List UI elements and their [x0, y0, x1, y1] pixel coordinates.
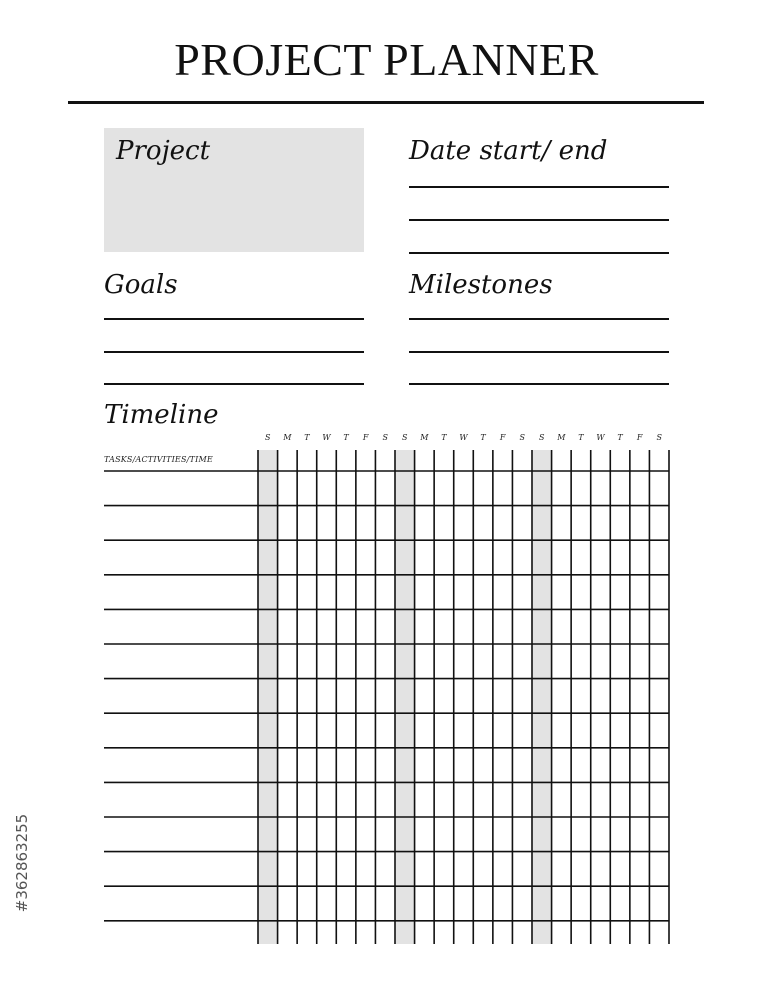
- day-letter: W: [322, 433, 331, 442]
- sunday-shade-column: [258, 450, 278, 944]
- date-label: Date start/ end: [409, 136, 608, 166]
- day-letter: F: [499, 433, 506, 442]
- day-letter: S: [382, 433, 388, 442]
- day-letter: T: [441, 433, 447, 442]
- stock-id-text: #362863255: [13, 813, 31, 912]
- milestones-label: Milestones: [409, 270, 553, 300]
- goals-label: Goals: [104, 270, 178, 300]
- tasks-activities-header: TASKS/ACTIVITIES/TIME: [104, 455, 213, 464]
- day-letter: T: [578, 433, 584, 442]
- day-letter: T: [343, 433, 349, 442]
- day-letter: F: [636, 433, 643, 442]
- day-letter: M: [557, 433, 566, 442]
- day-letter: S: [656, 433, 662, 442]
- sunday-shade-column: [532, 450, 552, 944]
- day-letter: F: [362, 433, 369, 442]
- day-letter: T: [304, 433, 310, 442]
- day-letter: W: [459, 433, 468, 442]
- day-letter: S: [539, 433, 545, 442]
- day-letter: S: [265, 433, 271, 442]
- day-letter: M: [420, 433, 429, 442]
- day-letter: S: [519, 433, 525, 442]
- day-letter: T: [617, 433, 623, 442]
- project-label: Project: [116, 136, 211, 166]
- day-letter: S: [402, 433, 408, 442]
- day-letter: T: [480, 433, 486, 442]
- day-letter: M: [283, 433, 292, 442]
- sunday-shade-column: [395, 450, 415, 944]
- timeline-label: Timeline: [104, 400, 219, 430]
- page-title: PROJECT PLANNER: [174, 34, 599, 85]
- stock-id-watermark: [12, 760, 32, 965]
- day-letter: W: [596, 433, 605, 442]
